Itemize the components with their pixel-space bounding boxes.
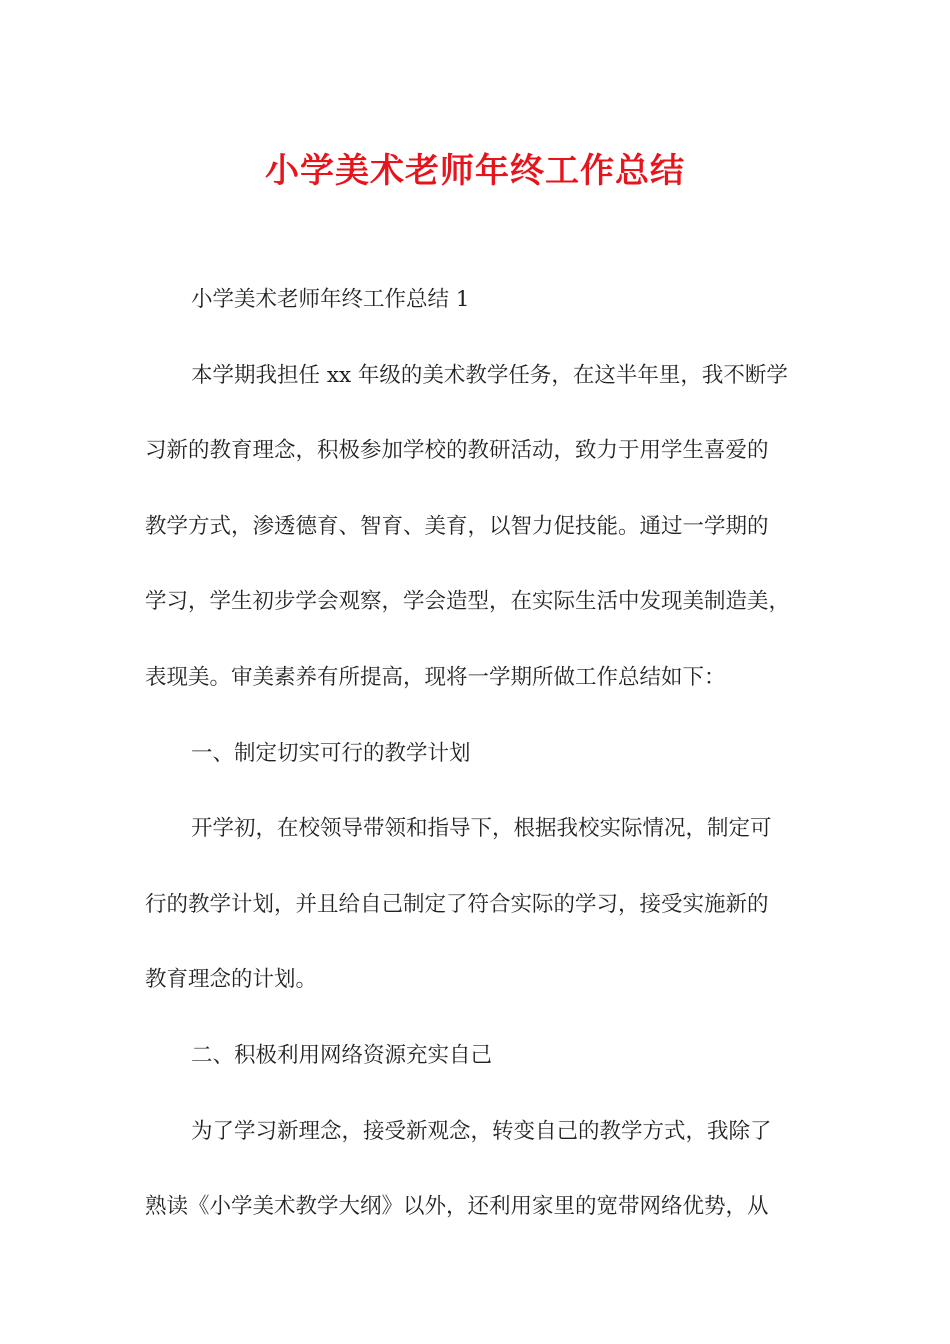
paragraph-line: 开学初，在校领导带领和指导下，根据我校实际情况，制定可 — [191, 816, 772, 842]
document-title: 小学美术老师年终工作总结 — [265, 151, 685, 191]
document-body — [145, 276, 810, 1259]
paragraph-line: 为了学习新理念，接受新观念，转变自己的教学方式，我除了 — [191, 1118, 772, 1144]
paragraph-line: 教学方式，渗透德育、智育、美育，以智力促技能。通过一学期的 — [145, 513, 769, 539]
paragraph-line: 表现美。审美素养有所提高，现将一学期所做工作总结如下： — [145, 664, 726, 690]
paragraph-line: 本学期我担任 xx 年级的美术教学任务，在这半年里，我不断学 — [191, 362, 788, 388]
section-heading: 二、积极利用网络资源充实自己 — [191, 1042, 493, 1068]
paragraph-line: 习新的教育理念，积极参加学校的教研活动，致力于用学生喜爱的 — [145, 438, 769, 464]
paragraph-line: 教育理念的计划。 — [145, 967, 318, 993]
section-heading: 一、制定切实可行的教学计划 — [191, 740, 471, 766]
paragraph-line: 行的教学计划，并且给自己制定了符合实际的学习，接受实施新的 — [145, 891, 769, 917]
paragraph-line: 学习，学生初步学会观察，学会造型，在实际生活中发现美制造美， — [145, 589, 791, 615]
section-heading: 小学美术老师年终工作总结 1 — [191, 287, 470, 312]
paragraph-line: 熟读《小学美术教学大纲》以外，还利用家里的宽带网络优势，从 — [145, 1194, 769, 1220]
